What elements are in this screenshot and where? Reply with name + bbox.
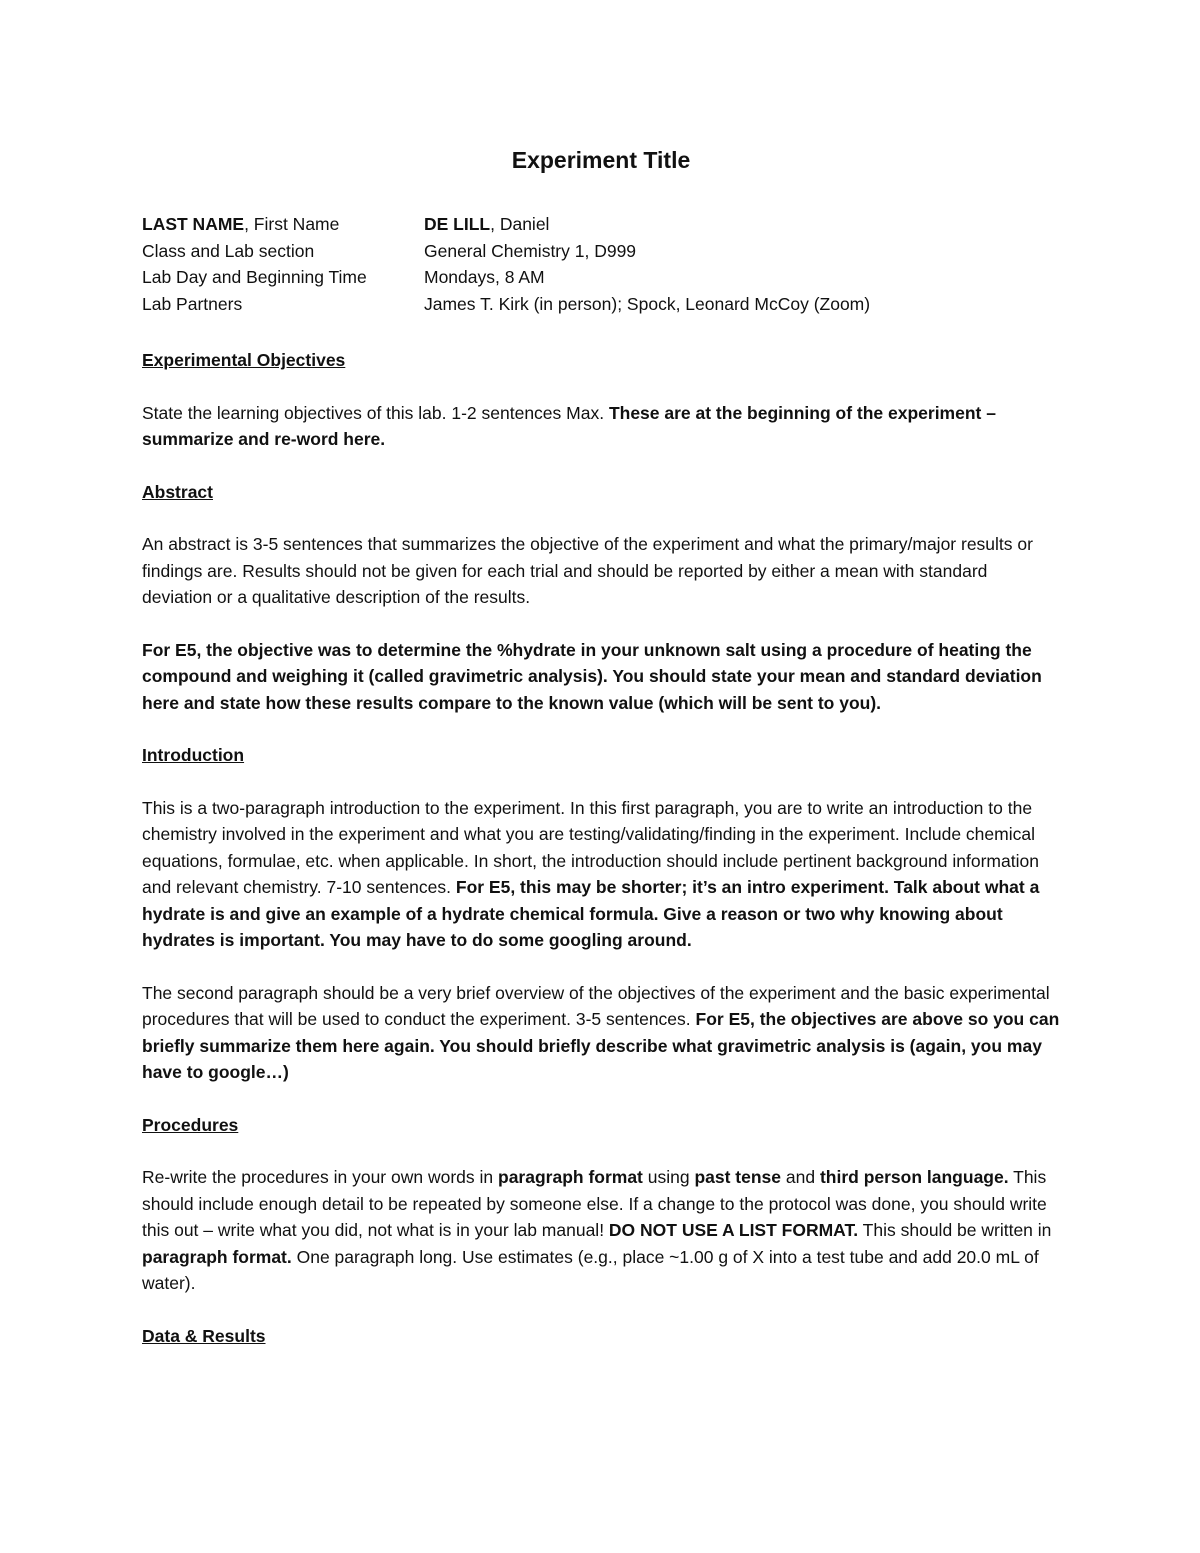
- abstract-paragraph-1: An abstract is 3-5 sentences that summarizes the objective of the experiment and what the primary/major results or findings are. Results should not be given for each trial and should be reported by either a mean with standard deviation or a qualitative description of the results.: [142, 534, 1033, 607]
- introduction-paragraph-2: [142, 980, 1060, 1086]
- info-row-partners: [142, 291, 870, 318]
- info-row-name: [142, 211, 870, 238]
- introduction-bold-text-2: For E5, the objectives are above so you can briefly summarize them here again. You should briefly describe what gravimetric analysis is (again, you may have to google…): [142, 1009, 1060, 1082]
- procedures-bold-text: paragraph format.: [142, 1246, 292, 1267]
- procedures-text: This should include enough detail to be repeated by someone else. If a change to the protocol was done, you should write this out – write what you did, not what is in your lab manual!: [142, 1167, 1047, 1240]
- introduction-text-1: This is a two-paragraph introduction to the experiment. In this first paragraph, you are to write an introduction to the chemistry involved in the experiment and what you are testing/validating/finding in the experiment. Include chemical equations, formulae, etc. when applicable. In short, the introduction should include pertinent background information and relevant chemistry. 7-10 sentences.: [142, 797, 1039, 897]
- info-row-class: [142, 238, 870, 265]
- objectives-text: State the learning objectives of this lab. 1-2 sentences Max.: [142, 402, 609, 423]
- procedures-paragraph: [142, 1164, 1060, 1297]
- info-row-lab-day: [142, 264, 870, 291]
- procedures-text: Re-write the procedures in your own words in: [142, 1167, 498, 1187]
- procedures-bold-text: paragraph format: [498, 1167, 643, 1187]
- procedures-text: This should be written in: [858, 1220, 1052, 1240]
- data-results-heading: Data & Results: [142, 1325, 266, 1346]
- objectives-bold-text: These are at the beginning of the experiment – summarize and re-word here.: [142, 402, 996, 449]
- objectives-heading: Experimental Objectives: [142, 350, 346, 370]
- info-value: [424, 211, 870, 238]
- info-label: Class and Lab section: [142, 240, 315, 261]
- procedures-bold-text: past tense: [694, 1167, 782, 1187]
- procedures-text: and: [781, 1167, 820, 1187]
- procedures-text: One paragraph long. Use estimates (e.g., place ~1.00 g of X into a test tube and add 20.0 mL of water).: [142, 1246, 1039, 1293]
- info-label-bold: LAST NAME: [142, 214, 245, 234]
- info-label: [142, 211, 424, 238]
- introduction-heading: Introduction: [142, 745, 245, 765]
- abstract-heading: Abstract: [142, 481, 213, 502]
- introduction-bold-text-1: For E5, this may be shorter; it’s an intro experiment. Talk about what a hydrate is and give an example of a hydrate chemical formula. Give a reason or two why knowing about hydrates is important. You may have to do some googling around.: [142, 877, 1040, 950]
- info-value-bold: DE LILL: [424, 214, 491, 234]
- procedures-bold-text: DO NOT USE A LIST FORMAT.: [608, 1220, 859, 1240]
- introduction-text-2: The second paragraph should be a very brief overview of the objectives of the experiment and the basic experimental procedures that will be used to conduct the experiment. 3-5 sentences.: [142, 982, 1050, 1029]
- introduction-paragraph-1: [142, 795, 1060, 954]
- info-value-rest: , Daniel: [490, 214, 550, 234]
- abstract-paragraph-2: For E5, the objective was to determine the %hydrate in your unknown salt using a procedure of heating the compound and weighing it (called gravimetric analysis). You should state your mean and standard deviation here and state how these results compare to the known value (which will be sent to you).: [142, 639, 1042, 713]
- document-title: Experiment Title: [511, 147, 691, 173]
- student-info-table: [142, 211, 870, 317]
- info-label: Lab Partners: [142, 293, 243, 314]
- info-label: Lab Day and Beginning Time: [142, 267, 367, 287]
- procedures-bold-text: third person language.: [819, 1167, 1009, 1187]
- procedures-text: using: [642, 1167, 695, 1187]
- info-value: Mondays, 8 AM: [424, 267, 545, 287]
- objectives-paragraph: [142, 400, 1060, 453]
- info-value: James T. Kirk (in person); Spock, Leonard McCoy (Zoom): [424, 293, 871, 314]
- info-label-rest: , First Name: [244, 214, 340, 234]
- info-value: General Chemistry 1, D999: [424, 240, 637, 261]
- procedures-heading: Procedures: [142, 1114, 239, 1135]
